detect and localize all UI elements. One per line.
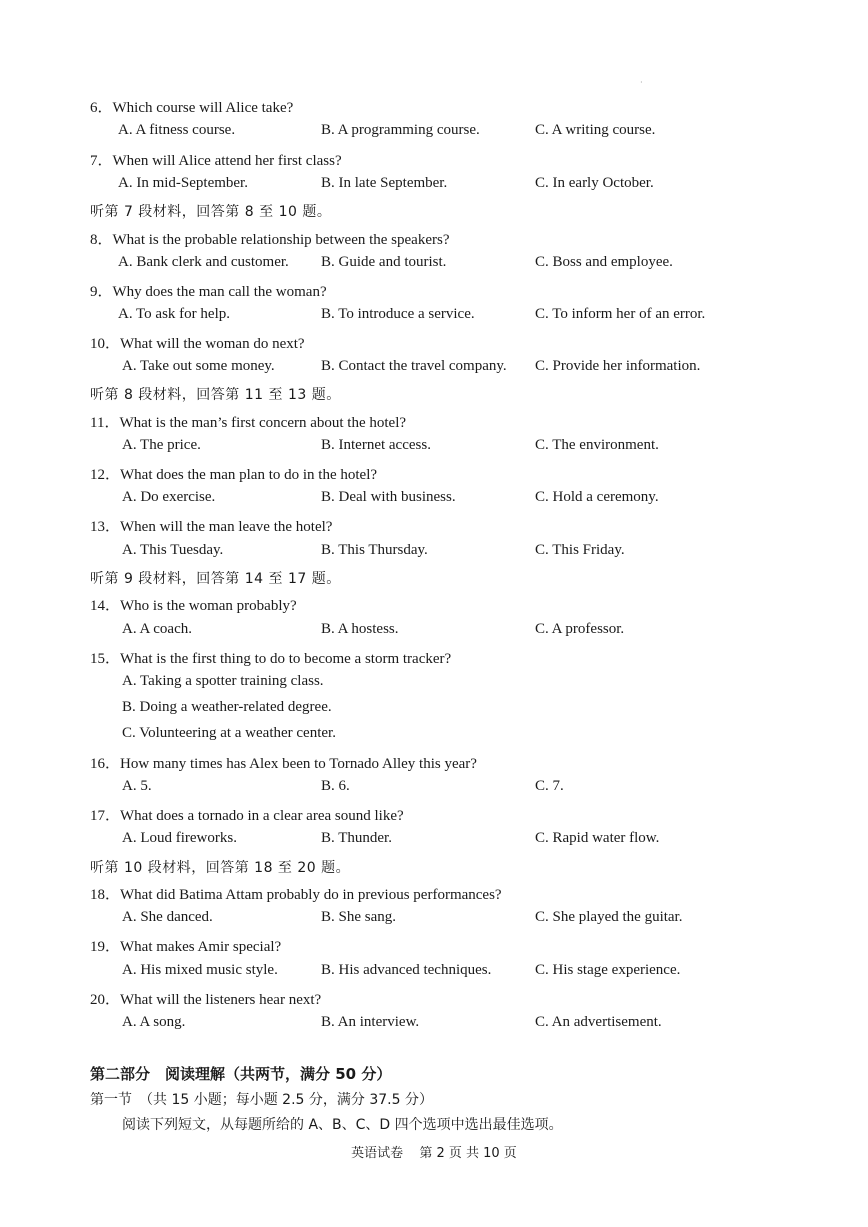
question-text: How many times has Alex been to Tornado Alley this year? [120,756,477,772]
question-number: 13． [90,519,121,535]
question-20 [90,988,321,1009]
question-number: 14． [90,598,121,614]
footer-page-number: 第 2 页 共 10 页 [419,1146,517,1161]
question-10 [90,332,305,353]
question-7 [90,149,342,170]
question-number: 6． [90,100,113,116]
question-14 [90,594,297,615]
option-c: C. Hold a ceremony. [535,489,659,505]
part-two-title: 第二部分 阅读理解（共两节，满分 50 分） [90,1065,392,1083]
option-b: B. A programming course. [321,122,480,138]
option-a: A. Do exercise. [122,489,216,505]
section-7-heading: 听第 7 段材料，回答第 8 至 10 题。 [90,204,332,220]
section-8-heading: 听第 8 段材料，回答第 11 至 13 题。 [90,387,341,403]
option-b: B. Thunder. [321,830,392,846]
option-a: A. This Tuesday. [122,542,224,558]
option-a: A. His mixed music style. [122,962,278,978]
option-c: C. To inform her of an error. [535,306,706,322]
option-b: B. A hostess. [321,621,399,637]
question-9 [90,280,327,301]
option-a: A. A fitness course. [118,122,236,138]
question-number: 15． [90,651,121,667]
question-15 [90,647,451,668]
option-c: C. She played the guitar. [535,909,683,925]
question-text: What did Batima Attam probably do in previous performances? [120,887,502,903]
question-17 [90,804,404,825]
question-number: 16． [90,756,121,772]
question-text: What will the woman do next? [120,336,305,352]
question-text: When will the man leave the hotel? [120,519,333,535]
option-a: A. Loud fireworks. [122,830,237,846]
option-c: C. Provide her information. [535,358,701,374]
option-a: A. Take out some money. [122,358,275,374]
option-c: C. Volunteering at a weather center. [122,725,336,741]
option-a: A. She danced. [122,909,213,925]
option-b: B. To introduce a service. [321,306,475,322]
question-number: 20． [90,992,121,1008]
option-b: B. An interview. [321,1014,420,1030]
question-18 [90,883,502,904]
option-b: B. Guide and tourist. [321,254,447,270]
question-text: Who is the woman probably? [120,598,297,614]
option-b: B. Contact the travel company. [321,358,507,374]
option-c: C. Rapid water flow. [535,830,660,846]
question-number: 8． [90,232,113,248]
question-16 [90,752,477,773]
question-number: 9． [90,284,113,300]
question-text: What does a tornado in a clear area sound like? [120,808,404,824]
option-c: C. The environment. [535,437,659,453]
section-10-heading: 听第 10 段材料，回答第 18 至 20 题。 [90,860,351,876]
question-number: 18． [90,887,121,903]
option-b: B. Doing a weather-related degree. [122,699,332,715]
option-c: C. Boss and employee. [535,254,673,270]
option-a: A. The price. [122,437,201,453]
page-footer [0,1142,868,1161]
option-b: B. Internet access. [321,437,431,453]
question-text: What does the man plan to do in the hotel? [120,467,378,483]
option-c: C. In early October. [535,175,654,191]
option-c: C. This Friday. [535,542,625,558]
question-12 [90,463,377,484]
option-a: A. Taking a spotter training class. [122,673,324,689]
question-text: What is the man’s first concern about the hotel? [119,415,407,431]
option-c: C. A writing course. [535,122,656,138]
question-11 [90,411,406,432]
question-number: 17． [90,808,121,824]
section-9-heading: 听第 9 段材料，回答第 14 至 17 题。 [90,571,341,587]
question-13 [90,515,332,536]
option-a: A. A song. [122,1014,186,1030]
question-number: 11． [90,415,120,431]
question-19 [90,935,281,956]
question-text: What will the listeners hear next? [120,992,322,1008]
question-text: What is the probable relationship between the speakers? [112,232,450,248]
option-b: B. His advanced techniques. [321,962,492,978]
option-a: A. 5. [122,778,152,794]
option-c: C. A professor. [535,621,625,637]
option-b: B. She sang. [321,909,396,925]
question-text: What is the first thing to do to become a storm tracker? [120,651,452,667]
option-c: C. 7. [535,778,564,794]
option-a: A. In mid-September. [118,175,248,191]
option-b: B. This Thursday. [321,542,428,558]
option-a: A. Bank clerk and customer. [118,254,289,270]
question-number: 12． [90,467,121,483]
option-a: A. A coach. [122,621,192,637]
question-text: When will Alice attend her first class? [112,153,342,169]
option-a: A. To ask for help. [118,306,230,322]
reading-instruction: 阅读下列短文，从每题所给的 A、B、C、D 四个选项中选出最佳选项。 [122,1117,563,1133]
question-text: Why does the man call the woman? [112,284,327,300]
option-c: C. An advertisement. [535,1014,662,1030]
question-number: 10． [90,336,121,352]
question-text: Which course will Alice take? [112,100,294,116]
section-one-heading: 第一节 （共 15 小题；每小题 2.5 分，满分 37.5 分） [90,1092,433,1108]
question-text: What makes Amir special? [120,939,282,955]
option-c: C. His stage experience. [535,962,681,978]
question-8 [90,228,449,249]
option-b: B. Deal with business. [321,489,456,505]
option-b: B. In late September. [321,175,448,191]
question-number: 19． [90,939,121,955]
question-6 [90,96,293,117]
scan-dot: · [640,78,643,87]
question-number: 7． [90,153,113,169]
option-b: B. 6. [321,778,350,794]
footer-subject: 英语试卷 [351,1146,404,1161]
